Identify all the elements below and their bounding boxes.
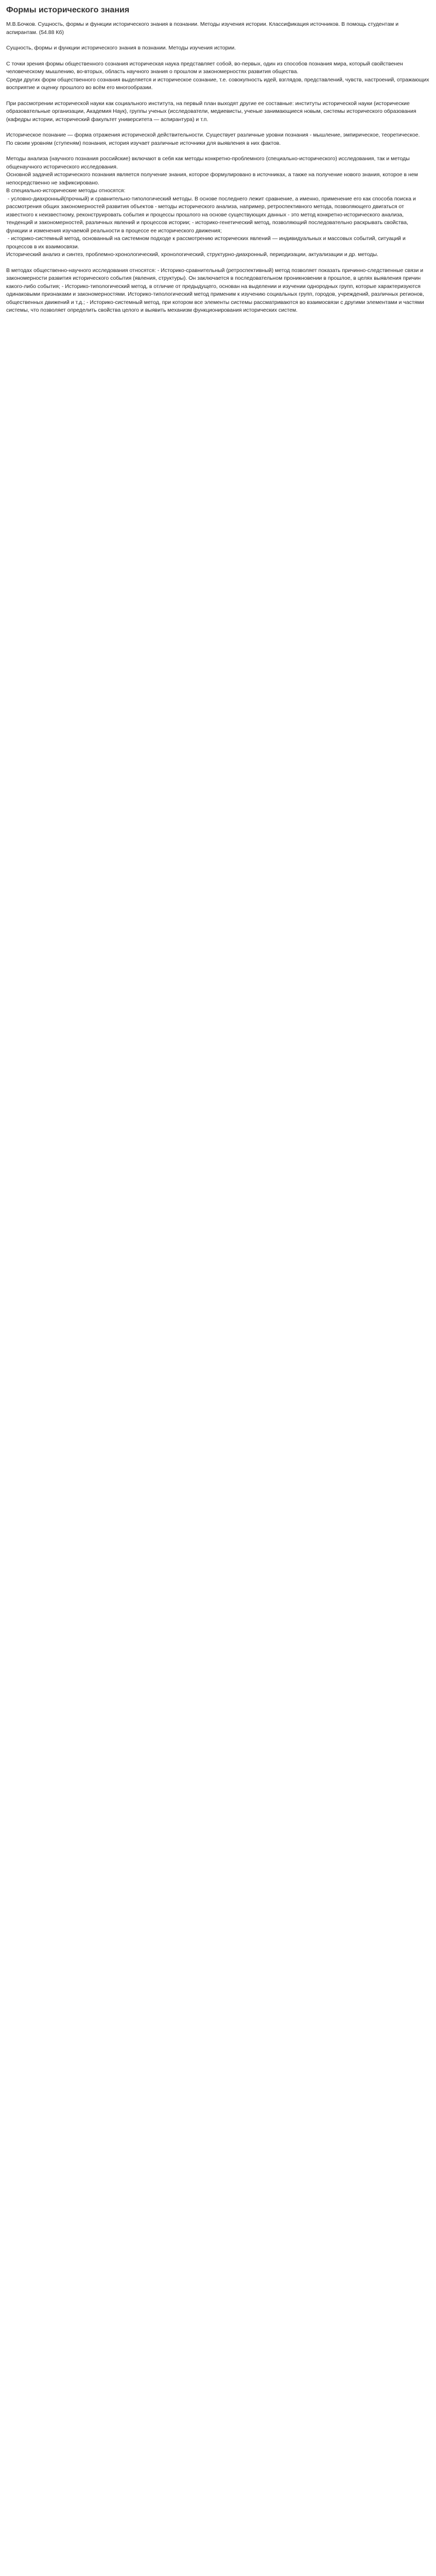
- paragraph: В методах общественно-научного исследования относятся: - Историко-сравнительный (ретроспективный) метод позволяет показать причинно-следственные связи и закономерности развития исторического события (явления, структуры). Он заключается в последовательном проникновении в прошлое, в целях выявления причин какого-либо события; - Историко-типологический метод, в отличие от предыдущего, основан на выделении и изучении однородных групп, которые характеризуются одинаковыми признаками и закономерностями. Историко-типологический метод применим к изучению социальных групп, городов, учреждений, различных регионов, общественных движений и т.д.; - Историко-системный метод, при котором все элементы системы рассматриваются во взаимосвязи с другими элементами и частями системы, что позволяет определить свойства целого и выявить механизм функционирования исторических систем.: [6, 267, 426, 313]
- page-title: Формы исторического знания: [6, 6, 130, 14]
- paragraph: С точки зрения формы общественного сознания историческая наука представляет собой, во-первых, один из способов познания мира, который свойственен человеческому мышлению, во-вторых, область научного знания о прошлом и закономерностях развития общества. Среди других форм общественного сознания выделяется и историческое сознание, т.е. совокупность идей, взглядов, представлений, чувств, настроений, отражающих восприятие и оценку прошлого во всём его многообразии.: [6, 60, 429, 91]
- paragraph: При рассмотрении исторической науки как социального института, на первый план выходят другие ее составные: институты исторической науки (исторические образовательные организации, Академия Наук), группы ученых (исследователи, медиевисты, ученые занимающиеся новым, системы исторического образования (кафедры истории, исторический факультет университета — аспирантура) и т.п.: [6, 100, 418, 123]
- page: [0, 0, 436, 343]
- paragraph: М.В.Бочков. Сущность, формы и функции исторического знания в познании. Методы изучения истории. Классификация источников. В помощь студентам и аспирантам. (54.88 Кб): [6, 21, 400, 36]
- article-body: [6, 21, 430, 315]
- paragraph: Историческое познание — форма отражения исторической действительности. Существует различные уровни познания - мышление, эмпирическое, теоретическое. По своим уровням (ступеням) познания, история изучает различные источники для выявления в них фактов.: [6, 132, 420, 146]
- paragraph: Сущность, формы и функции исторического знания в познании. Методы изучения истории.: [6, 45, 236, 51]
- paragraph: Методы анализа (научного познания российские) включают в себя как методы конкретно-проблемного (специально-исторического) исследования, так и методы общенаучного исторического исследования. Основной задачей исторического познания является получение знания, которое формулировано в источниках, а также на получение нового знания, которое в нем непосредственно не зафиксировано. В специально-исторические методы относятся: - условно-диахронный(прочный) и сравнительно-типологический методы. В основе последнего лежит сравнение, а именно, применение его как способа поиска и рассмотрения общих закономерностей развития объектов - методы исторического анализа, например, ретроспективного метода, позволяющего двигаться от известного к неизвестному, реконструировать события и процессы прошлого на основе существующих данных - это метод конкретно-исторического анализа, тенденций и закономерностей, различных явлений и процессов истории; - историко-генетический метод, позволяющий последовательно раскрывать свойства, функции и изменения изучаемой реальности в процессе ее исторического движения; - историко-системный метод, основанный на системном подходе к рассмотрению исторических явлений — индивидуальных и массовых событий, ситуаций и процессов в их взаимосвязи. Исторический анализ и синтез, проблемно-хронологический, хронологический, структурно-диахронный, периодизации, актуализации и др. методы.: [6, 156, 418, 258]
